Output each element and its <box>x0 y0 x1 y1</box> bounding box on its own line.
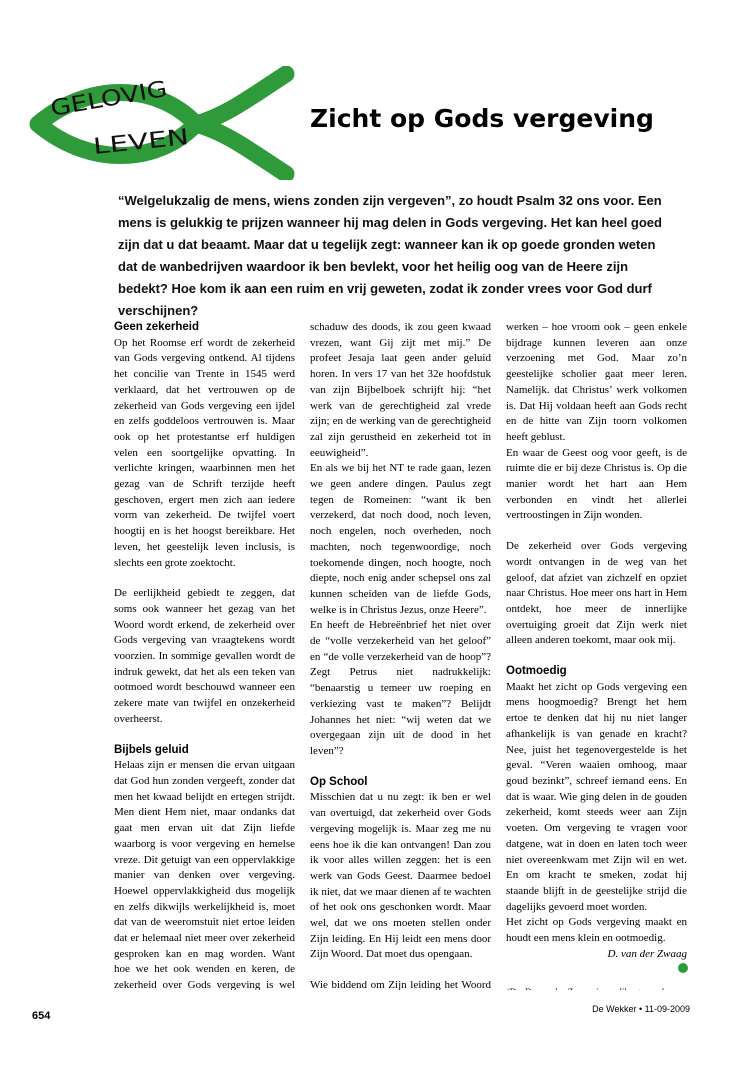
paragraph: Wie biddend om Zijn leiding het Woord <box>310 979 491 990</box>
end-mark-icon <box>678 963 688 973</box>
article-column-1 <box>114 320 295 990</box>
author-signature: D. van der Zwaag <box>607 947 687 960</box>
section-heading: Geen zekerheid <box>114 321 200 333</box>
paragraph: En waar de Geest oog voor geeft, is de ruimte die er bij deze Christus is. Op die manier wordt het hart aan Hem verbonden en vindt het allerlei vertroostingen in Zijn wonden. <box>506 446 687 522</box>
paragraph: En heeft de Hebreënbrief het niet over de “volle verzekerheid van het geloof” en “de volle verzekerheid van de hoop”? Zegt Petrus niet nadrukkelijk: “benaarstig u temeer uw roeping en verkiezing vast te maken”? Belijdt Johannes het niet: “wij weten dat we overgegaan zijn uit de dood in het leven”? <box>310 619 491 757</box>
article-column-2 <box>310 320 491 990</box>
section-heading: Ootmoedig <box>506 665 567 678</box>
paragraph: De zekerheid over Gods vergeving wordt ontvangen in de weg van het geloof, dat afziet van zichzelf en opziet naar Christus. Hoe meer ons hart in Hem ontdekt, hoe meer de innerlijke overtuiging groeit dat Zijn werk niet alleen anderen toekomt, maar ook mij. <box>506 540 687 647</box>
paragraph: Helaas zijn er mensen die ervan uitgaan dat God hun zonden vergeeft, zonder dat men het kwaad belijdt en ertegen strijdt. Men dient Hem niet, maar ondanks dat gaat men ervan uit dat Zijn liefde waarborg is voor vergeving en hemelse vreze. Dit getuigt van een oppervlakkige manier van denken over vergeving. Hoewel oppervlakkigheid dus mogelijk en zelfs dikwijls werkelijkheid is, moet dat van de weeromstuit niet ertoe leiden dat er helemaal niet meer over zekerheid gesproken kan en mag worden. Want hoe we het ook wenden en keren, de zekerheid over Gods vergeving is wel <box>114 759 295 990</box>
paragraph: Het zicht op Gods vergeving maakt en houdt een mens klein en ootmoedig. <box>506 916 687 945</box>
article-title: Zicht op Gods vergeving <box>310 104 654 133</box>
publication-footer: De Wekker • 11-09-2009 <box>592 1004 690 1014</box>
paragraph: werken – hoe vroom ook – geen enkele bijdrage kunnen leveren aan onze verzoening met God. Maar zo’n geestelijke scholier gaat meer leren. Namelijk. dat Christus’ werk volkomen is. Dat Hij voldaan heeft aan Gods recht en de hitte van Zijn toorn volkomen heeft geblust. <box>506 321 687 443</box>
page-number: 654 <box>32 1010 51 1022</box>
paragraph: De eerlijkheid gebiedt te zeggen, dat soms ook wanneer het gezag van het Woord wordt erkend, de zekerheid over Gods vergeving van vraagtekens wordt voorzien. In sommige gevallen wordt de indruk gewekt, dat het als een teken van ootmoed wordt beschouwd wanneer een zekere mate van twijfel en onzekerheid overheerst. <box>114 587 295 725</box>
section-heading: Op School <box>310 775 368 788</box>
paragraph: Misschien dat u nu zegt: ik ben er wel van overtuigd, dat zekerheid over Gods vergeving mogelijk is. Maar zeg me nu eens hoe ik die kan ontvangen! Dan zou ik voor alles willen zeggen: het is een werk van Gods Geest. Daarmee bedoel ik niet, dat we maar dienen af te wachten of het ook ons geschonken wordt. Maar wel, dat we ons moeten stellen onder Zijn leiding. En Hij leidt een mens door Zijn Woord. Dat moet dus opengaan. <box>310 791 491 961</box>
logo-word-gelovig: GELOVIG <box>48 80 150 122</box>
paragraph: Maakt het zicht op Gods vergeving een mens hoogmoedig? Brengt het hem ertoe te denken dat hij nu niet langer afhankelijk is van genade en kracht? Nee, juist het tegenovergestelde is het geval. “Veren waaien omhoog, maar goud bezinkt”, schreef iemand eens. En dat is waar. Wie ging delen in de gouden zekerheid, komt steeds weer aan Zijn voeten. Om vergeving te vragen voor datgene, wat in doen en laten toch weer niet overeenkwam met Zijn wil en wet. En om kracht te smeken, zodat hij staande blijft in de geestelijke strijd die dagelijks gevoerd moet worden. <box>506 680 687 913</box>
paragraph: schaduw des doods, ik zou geen kwaad vrezen, want Gij zijt met mij.” De profeet Jesaja laat geen ander geluid horen. In vers 17 van het 32e hoofdstuk van zijn Bijbelboek schrijft hij: “het werk van de gerechtigheid zal vrede zijn; en de werking van de gerechtigheid zal zijn gerustheid en zekerheid tot in eeuwigheid”. <box>310 321 491 459</box>
article-column-3 <box>506 320 687 990</box>
section-heading: Bijbels geluid <box>114 743 189 756</box>
logo-word-leven: LEVEN <box>92 127 166 160</box>
paragraph: Op het Roomse erf wordt de zekerheid van Gods vergeving ontkend. Al tijdens het concilie van Trente in 1545 werd verklaard, dat het vertrouwen op de zekerheid van Gods vergeving een ijdel en zelfs goddeloos vertrouwen is. Maar ook op het protestantse erf huldigen velen een soortgelijke opvatting. In verlichte kringen, waarbinnen men het gezag van de Schrift terzijde heeft geschoven, ergert men zich aan iedere vorm van zekerheid. De twijfel voert hoogtij en is het hoogst bereikbare. Het leven, het geestelijk leven inclusis, is slechts een grote zoektocht. <box>114 336 295 569</box>
fish-logo <box>28 66 300 180</box>
article-intro: “Welgelukzalig de mens, wiens zonden zijn vergeven”, zo houdt Psalm 32 ons voor. Een mens is gelukkig te prijzen wanneer hij mag delen in Gods vergeving. Het kan heel goed zijn dat u dat beaamt. Maar dat u tegelijk zegt: wanneer kan ik op goede gronden weten dat de wanbedrijven waardoor ik ben bevlekt, voor het heilig oog van de Heere zijn bedekt? Hoe kom ik aan een ruim en vrij geweten, zodat ik zonder vrees voor God durf verschijnen? <box>118 193 662 318</box>
paragraph: En als we bij het NT te rade gaan, lezen we geen andere dingen. Paulus zegt tegen de Romeinen: “want ik ben verzekerd, dat noch dood, noch leven, noch engelen, noch overheden, noch machten, noch tegenwoordige, noch toekomende dingen, noch hoogte, noch diepte, noch enig ander schepsel ons zal kunnen scheiden van de liefde Gods, welke is in Christus Jezus, onze Heere”. <box>310 462 491 616</box>
author-note <box>506 986 687 990</box>
